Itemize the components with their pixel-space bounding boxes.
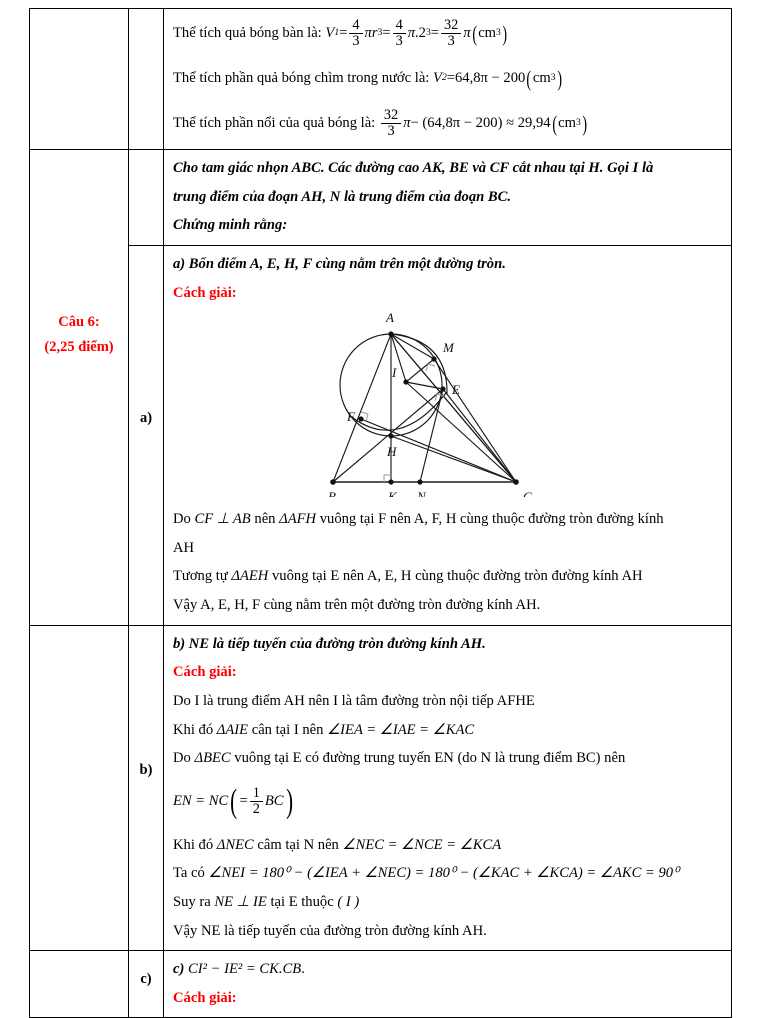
- volume-line-3: [173, 106, 722, 141]
- unit-cm-3: cm: [558, 115, 576, 132]
- label-F: F: [346, 409, 355, 425]
- body-cell-problem-statement: [164, 150, 732, 246]
- v2-subscript: 2: [441, 72, 447, 84]
- math-NE-perp-IE: NE ⊥ IE: [214, 893, 267, 910]
- segment-IC: [406, 382, 516, 482]
- point-N: [417, 480, 422, 485]
- v2-symbol: V: [433, 70, 442, 87]
- part-b-line-6: Ta có ∠NEI = 180⁰ − (∠IEA + ∠NEC) = 180⁰ − (∠KAC + ∠KCA) = ∠AKC = 90⁰: [173, 865, 679, 882]
- point-K: [388, 480, 393, 485]
- point-A: [388, 332, 393, 337]
- volume-line-2-text: Thể tích phần quả bóng chìm trong nước là:: [173, 69, 430, 86]
- point-B: [330, 479, 336, 485]
- part-b-line-1: Do I là trung điểm AH nên I là tâm đường tròn nội tiếp AFHE: [173, 692, 535, 709]
- math-triangle-BEC: ΔBEC: [194, 750, 231, 767]
- fraction-4-3-b: $\frac{4}{3}$: [393, 18, 406, 50]
- right-paren-2: ): [556, 66, 562, 92]
- v1-symbol: V: [325, 25, 335, 42]
- label-K: K: [387, 489, 397, 498]
- math-triangle-AFH: ΔAFH: [279, 511, 317, 528]
- part-a-proof-line-4: Vậy A, E, H, F cùng nằm trên một đường tròn đường kính AH.: [173, 597, 541, 614]
- cau-cell-c-empty: [30, 951, 129, 1018]
- part-label-b: b): [139, 762, 153, 779]
- left-paren-2: (: [526, 66, 532, 92]
- part-cell-a: [129, 246, 164, 626]
- problem-statement-line-1: Cho tam giác nhọn ABC. Các đường cao AK, BE và CF cắt nhau tại H. Gọi I là: [173, 160, 654, 177]
- altitude-BE: [333, 389, 443, 482]
- body-cell-part-b: [164, 625, 732, 951]
- problem-statement-line-3: Chứng minh rằng:: [173, 217, 288, 234]
- part-cell-b: [129, 625, 164, 951]
- right-paren-3: ): [582, 111, 587, 137]
- segment-IM: [406, 359, 434, 382]
- part-c-prefix: c): [173, 961, 185, 978]
- table-row-part-b: [30, 625, 732, 951]
- segment-IE: [406, 382, 443, 389]
- dot-two: .2: [415, 25, 426, 42]
- left-paren-1: (: [472, 21, 477, 46]
- fraction-32-3-b: $\frac{32}{3}$: [381, 108, 401, 140]
- eq-3: =: [430, 25, 440, 42]
- part-c-solution-heading: Cách giải:: [173, 989, 237, 1006]
- math-triangle-AIE: ΔAIE: [216, 721, 249, 738]
- eq-4: =: [446, 70, 455, 87]
- label-N: N: [416, 489, 426, 498]
- part-a-proof-line-3: Tương tự ΔAEH vuông tại E nên A, E, H cùng thuộc đường tròn đường kính AH: [173, 568, 643, 585]
- part-label-c: c): [140, 970, 152, 987]
- part-b-title: b) NE là tiếp tuyến của đường tròn đường kính AH.: [173, 635, 486, 652]
- table-row-part-a: [30, 246, 732, 626]
- cau-cell-question-6: [30, 150, 129, 625]
- label-A: A: [385, 312, 394, 326]
- part-cell-statement-empty: [129, 150, 164, 246]
- right-angle-marker-M: [426, 364, 435, 371]
- body-cell-part-c: [164, 951, 732, 1018]
- problem-statement-line-2: trung điểm của đoạn AH, N là trung điểm của đoạn BC.: [173, 188, 512, 205]
- inner-equals: =: [239, 793, 248, 810]
- part-c-suffix: .: [301, 961, 305, 978]
- volume-line-2: [173, 61, 722, 96]
- r-symbol: r: [371, 25, 378, 42]
- table-row-problem-statement: [30, 150, 732, 246]
- part-a-title: a) Bốn điểm A, E, H, F cùng nằm trên một đường tròn.: [173, 256, 506, 273]
- label-M: M: [442, 340, 454, 356]
- math-circle-I: ( I ): [337, 893, 360, 910]
- pi-3: π: [463, 25, 471, 42]
- math-CF-perp-AB: CF ⊥ AB: [194, 511, 251, 528]
- en-nc-lhs: EN = NC: [173, 793, 229, 810]
- pi-2: π: [407, 25, 416, 42]
- bc-symbol: BC: [264, 793, 284, 810]
- question-number-label: Câu 6:: [58, 313, 100, 330]
- label-H: H: [386, 444, 396, 460]
- part-b-line-7: Suy ra NE ⊥ IE tại E thuộc ( I ): [173, 893, 360, 910]
- v2-value: 64,8π − 200: [455, 70, 526, 87]
- part-b-line-4: [173, 776, 722, 828]
- right-paren-en: ): [285, 782, 293, 820]
- volume-line-1-math: V 1 = $\frac{4}{3}$ π r 3 = $\frac{4}{3}$ π .2 3 = $\frac{32}{3}$ π ( cm 3 ): [325, 16, 508, 51]
- point-F: [358, 417, 363, 422]
- math-angle-IEA: ∠IEA = ∠IAE = ∠KAC: [327, 721, 475, 738]
- fraction-1-2: $\frac{1}{2}$: [250, 786, 263, 818]
- segment-EN: [420, 389, 443, 482]
- unit-cm-1: cm: [478, 25, 497, 42]
- math-angle-NEI-chain: ∠NEI = 180⁰ − (∠IEA + ∠NEC) = 180⁰ − (∠KAC + ∠KCA) = ∠AKC = 90⁰: [208, 865, 679, 882]
- v1-subscript: 1: [334, 27, 340, 39]
- body-cell-part-a: [164, 246, 732, 626]
- part-cell-empty-top: [129, 9, 164, 150]
- pi-4: π: [403, 115, 411, 132]
- triangle-ABC: [333, 334, 516, 482]
- pi-1: π: [364, 25, 372, 42]
- geometry-diagram-svg: [308, 312, 588, 497]
- part-cell-c: [129, 951, 164, 1018]
- part-b-line-8: Vậy NE là tiếp tuyến của đường tròn đường kính AH.: [173, 922, 487, 939]
- fraction-32-3-a: $\frac{32}{3}$: [441, 18, 461, 50]
- point-I: [403, 380, 408, 385]
- eq-2: =: [382, 25, 391, 42]
- part-a-proof-line-1: Do CF ⊥ AB nên ΔAFH vuông tại F nên A, F, H cùng thuộc đường tròn đường kính: [173, 511, 664, 528]
- part-b-solution-heading: Cách giải:: [173, 664, 237, 681]
- volume-line-2-math: V 2 = 64,8π − 200 ( cm 3 ): [433, 61, 563, 96]
- math-triangle-AEH: ΔAEH: [231, 568, 269, 585]
- point-M: [431, 357, 436, 362]
- label-C: C: [522, 489, 532, 498]
- label-E: E: [451, 382, 460, 398]
- volume-line-3-text: Thể tích phần nổi của quả bóng là:: [173, 115, 376, 131]
- table-row-part-c: [30, 951, 732, 1018]
- math-triangle-NEC: ΔNEC: [216, 836, 254, 853]
- point-H: [388, 434, 393, 439]
- math-CI2-IE2: CI² − IE² = CK.CB: [188, 961, 302, 978]
- point-C: [513, 479, 519, 485]
- label-B: B: [327, 489, 336, 498]
- fraction-4-3-a: $\frac{4}{3}$: [349, 18, 362, 50]
- part-b-line-2: Khi đó ΔAIE cân tại I nên ∠IEA = ∠IAE = ∠KAC: [173, 721, 475, 738]
- part-b-line-3: Do ΔBEC vuông tại E có đường trung tuyến EN (do N là trung điểm BC) nên: [173, 750, 626, 767]
- part-label-a: a): [139, 410, 153, 427]
- point-E: [440, 387, 445, 392]
- altitude-CF: [361, 419, 516, 482]
- math-angle-NEC: ∠NEC = ∠NCE = ∠KCA: [342, 836, 502, 853]
- part-b-line-5: Khi đó ΔNEC câm tại N nên ∠NEC = ∠NCE = ∠KCA: [173, 836, 502, 853]
- unit-cm-2: cm: [532, 70, 551, 87]
- eq-1: =: [339, 25, 348, 42]
- solution-table: [29, 8, 732, 1018]
- right-paren-1: ): [502, 21, 507, 46]
- body-cell-sphere-volumes: [164, 9, 732, 150]
- part-a-proof-line-2: AH: [173, 539, 195, 556]
- part-c-title: [173, 958, 722, 981]
- part-a-solution-heading: Cách giải:: [173, 284, 237, 301]
- segment-AC-through-E: [391, 334, 516, 482]
- volume-line-3-math: $\frac{32}{3}$ π − (64,8π − 200) ≈ 29,94 ( cm 3 ): [379, 106, 588, 141]
- cau-cell-empty-top: [30, 9, 129, 150]
- left-paren-3: (: [552, 111, 557, 137]
- left-paren-en: (: [230, 782, 238, 820]
- question-points-label: (2,25 điểm): [44, 339, 114, 356]
- cau-cell-b-empty: [30, 625, 129, 951]
- math-EN-NC: [173, 776, 295, 828]
- float-expression: − (64,8π − 200) ≈ 29,94: [410, 115, 551, 132]
- geometry-figure: [173, 312, 722, 502]
- table-row-previous-answer: [30, 9, 732, 150]
- volume-line-1-text: Thể tích quả bóng bàn là:: [173, 24, 322, 41]
- volume-line-1: [173, 16, 722, 51]
- label-I: I: [391, 365, 396, 381]
